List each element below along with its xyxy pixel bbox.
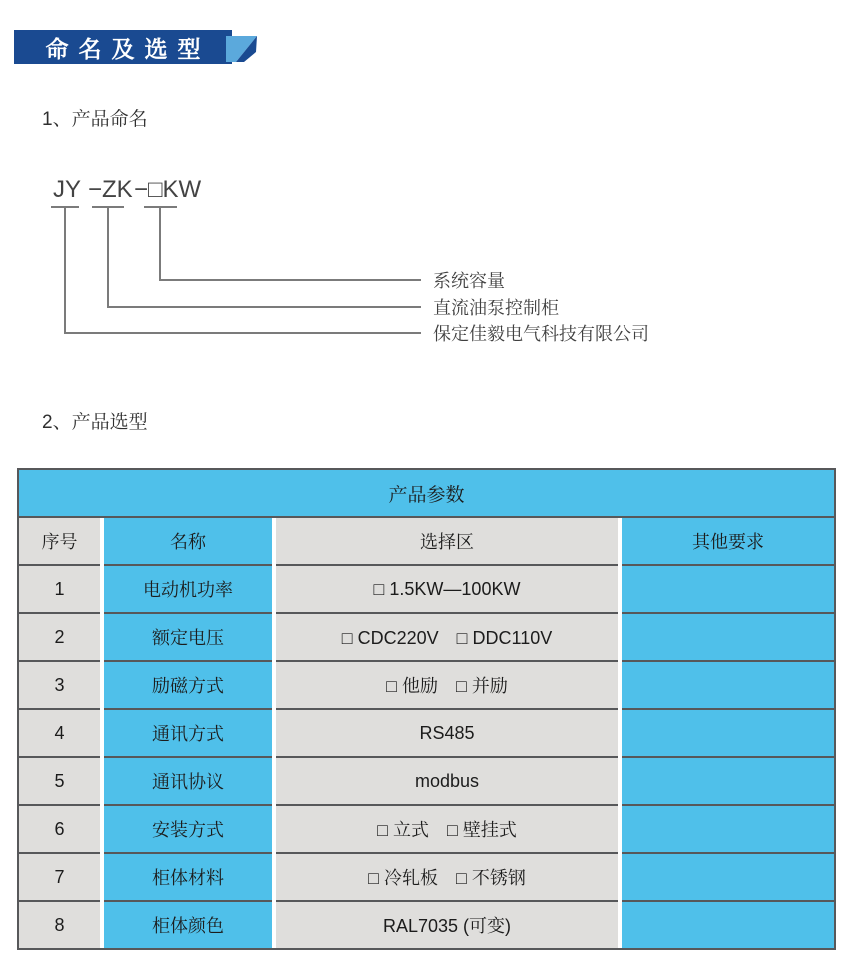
row-options: RS485 bbox=[276, 710, 618, 758]
connector-line-brand-horizontal bbox=[64, 332, 421, 334]
row-other bbox=[622, 758, 834, 806]
row-options: modbus bbox=[276, 758, 618, 806]
row-index: 3 bbox=[19, 662, 100, 710]
row-name: 额定电压 bbox=[104, 614, 272, 662]
row-other bbox=[622, 902, 834, 948]
row-options: □ 冷轧板 □ 不锈钢 bbox=[276, 854, 618, 902]
model-code-series: −ZK bbox=[88, 176, 133, 203]
product-parameters-table bbox=[17, 468, 836, 950]
row-other bbox=[622, 710, 834, 758]
row-options: □ 他励 □ 并励 bbox=[276, 662, 618, 710]
row-name: 励磁方式 bbox=[104, 662, 272, 710]
connector-line-brand-vertical bbox=[64, 208, 66, 334]
row-name: 通讯协议 bbox=[104, 758, 272, 806]
row-index: 4 bbox=[19, 710, 100, 758]
column-header-other: 其他要求 bbox=[622, 518, 834, 566]
label-company-name: 保定佳毅电气科技有限公司 bbox=[433, 324, 649, 344]
row-index: 1 bbox=[19, 566, 100, 614]
label-product-type: 直流油泵控制柜 bbox=[433, 298, 559, 318]
row-options: RAL7035 (可变) bbox=[276, 902, 618, 948]
row-index: 7 bbox=[19, 854, 100, 902]
table-body bbox=[19, 518, 834, 948]
model-code-capacity: −□KW bbox=[134, 176, 202, 203]
row-index: 8 bbox=[19, 902, 100, 948]
column-header-index: 序号 bbox=[19, 518, 100, 566]
banner-ribbon-fold-icon bbox=[210, 28, 260, 68]
connector-line-capacity-horizontal bbox=[159, 279, 421, 281]
banner-title: 命名及选型 bbox=[45, 35, 211, 62]
row-options: □ CDC220V □ DDC110V bbox=[276, 614, 618, 662]
row-name: 电动机功率 bbox=[104, 566, 272, 614]
table-title bbox=[19, 470, 834, 518]
row-other bbox=[622, 614, 834, 662]
connector-line-series-horizontal bbox=[107, 306, 421, 308]
row-name: 柜体颜色 bbox=[104, 902, 272, 948]
row-name: 通讯方式 bbox=[104, 710, 272, 758]
row-other bbox=[622, 662, 834, 710]
row-index: 2 bbox=[19, 614, 100, 662]
table-title-text: 产品参数 bbox=[388, 484, 465, 506]
section-banner bbox=[14, 30, 232, 64]
row-options: □ 立式 □ 壁挂式 bbox=[276, 806, 618, 854]
connector-line-capacity-vertical bbox=[159, 208, 161, 281]
heading-product-selection: 2、产品选型 bbox=[42, 412, 148, 433]
heading-product-naming: 1、产品命名 bbox=[42, 109, 148, 130]
row-other bbox=[622, 566, 834, 614]
connector-line-series-vertical bbox=[107, 208, 109, 308]
label-system-capacity: 系统容量 bbox=[433, 271, 505, 291]
row-index: 5 bbox=[19, 758, 100, 806]
model-code-brand: JY bbox=[53, 176, 82, 203]
row-options: □ 1.5KW—100KW bbox=[276, 566, 618, 614]
row-other bbox=[622, 854, 834, 902]
column-header-name: 名称 bbox=[104, 518, 272, 566]
row-index: 6 bbox=[19, 806, 100, 854]
row-name: 安装方式 bbox=[104, 806, 272, 854]
column-header-options: 选择区 bbox=[276, 518, 618, 566]
row-other bbox=[622, 806, 834, 854]
row-name: 柜体材料 bbox=[104, 854, 272, 902]
